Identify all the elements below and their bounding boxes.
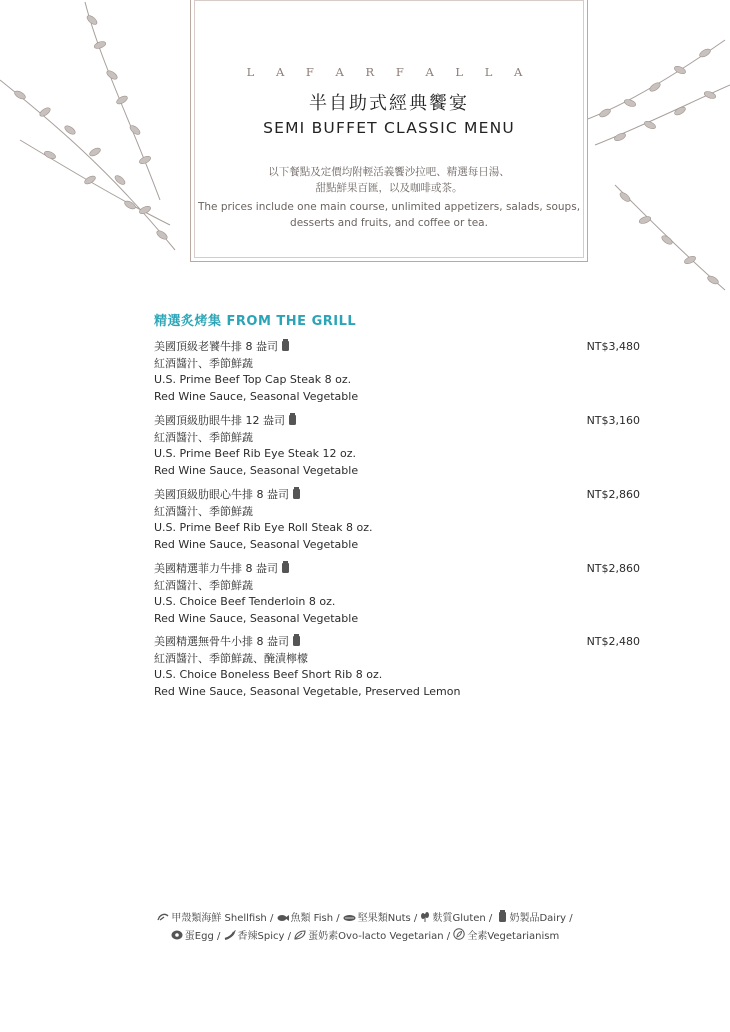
allergen-legend-line-2 [0,927,730,942]
dairy-icon [499,912,506,922]
item-name-zh: 美國精選菲力牛排 8 盎司 [154,561,640,578]
item-price: NT$3,160 [586,414,640,427]
intro-en-line-1: The prices include one main course, unlimited appetizers, salads, soups, [197,201,581,213]
menu-title-en: SEMI BUFFET CLASSIC MENU [263,119,515,137]
legend-fish: 魚類 Fish / [290,913,340,924]
menu-item [154,487,640,553]
item-sauce-zh: 紅酒醬汁、季節鮮蔬 [154,504,253,518]
item-name-en: U.S. Prime Beef Rib Eye Steak 12 oz. [154,447,357,460]
nuts-icon [343,914,356,922]
shellfish-icon [157,912,169,922]
herb-illustration-right [585,25,730,300]
item-name-zh: 美國頂級肋眼牛排 12 盎司 [154,413,640,430]
legend-spicy: 香辣Spicy / [237,931,291,942]
item-sauce-en: Red Wine Sauce, Seasonal Vegetable [154,463,359,477]
item-sauce-zh: 紅酒醬汁、季節鮮蔬 [154,578,253,592]
item-name-en: U.S. Prime Beef Rib Eye Roll Steak 8 oz. [154,521,373,534]
item-sauce-en: Red Wine Sauce, Seasonal Vegetable, Preserved Lemon [154,684,461,698]
legend-shellfish: 甲殼類海鮮 Shellfish / [171,913,274,924]
legend-dairy: 奶製品Dairy / [509,913,573,924]
dairy-icon [282,563,289,573]
legend-gluten: 麩質Gluten / [432,913,493,924]
legend-vegetarian: 全素Vegetarianism [467,931,560,942]
section-title: 精選炙烤集 FROM THE GRILL [154,314,357,329]
item-name-zh: 美國頂級肋眼心牛排 8 盎司 [154,487,640,504]
dairy-icon [282,341,289,351]
item-price: NT$2,480 [586,635,640,648]
menu-item [154,339,640,405]
item-sauce-zh: 紅酒醬汁、季節鮮蔬、醃漬檸檬 [154,651,308,665]
intro-en-line-2: desserts and fruits, and coffee or tea. [290,217,488,229]
legend-ovo-lacto: 蛋奶素Ovo-lacto Vegetarian / [308,931,451,942]
ovo-lacto-icon [294,930,306,940]
menu-title-zh: 半自助式經典饗宴 [309,93,469,114]
item-sauce-en: Red Wine Sauce, Seasonal Vegetable [154,389,359,403]
intro-zh-line-1: 以下餐點及定價均附輕活義饗沙拉吧、精選每日湯、 [268,166,510,178]
item-name-zh: 美國精選無骨牛小排 8 盎司 [154,634,640,651]
menu-item [154,561,640,627]
fish-icon [277,914,289,922]
dairy-icon [293,489,300,499]
item-sauce-zh: 紅酒醬汁、季節鮮蔬 [154,430,253,444]
dairy-icon [293,636,300,646]
menu-item [154,413,640,479]
vegetarian-icon [453,928,465,940]
herb-illustration-left [0,0,200,290]
item-sauce-zh: 紅酒醬汁、季節鮮蔬 [154,356,253,370]
item-price: NT$3,480 [586,340,640,353]
item-sauce-en: Red Wine Sauce, Seasonal Vegetable [154,537,359,551]
dairy-icon [289,415,296,425]
item-name-en: U.S. Choice Beef Tenderloin 8 oz. [154,595,336,608]
header-card [190,0,588,262]
menu-item [154,634,640,700]
brand-name: L A F A R F A L L A [246,65,532,79]
legend-nuts: 堅果類Nuts / [357,913,418,924]
egg-icon [171,930,183,940]
item-price: NT$2,860 [586,562,640,575]
item-price: NT$2,860 [586,488,640,501]
item-sauce-en: Red Wine Sauce, Seasonal Vegetable [154,611,359,625]
item-name-zh: 美國頂級老饕牛排 8 盎司 [154,339,640,356]
legend-egg: 蛋Egg / [184,931,221,942]
intro-zh-line-2: 甜點鮮果百匯，以及咖啡或茶。 [315,182,463,194]
gluten-icon [420,911,430,922]
item-name-en: U.S. Prime Beef Top Cap Steak 8 oz. [154,373,352,386]
item-name-en: U.S. Choice Boneless Beef Short Rib 8 oz. [154,668,383,681]
allergen-legend-line-1 [0,909,730,924]
spicy-icon [224,930,236,940]
